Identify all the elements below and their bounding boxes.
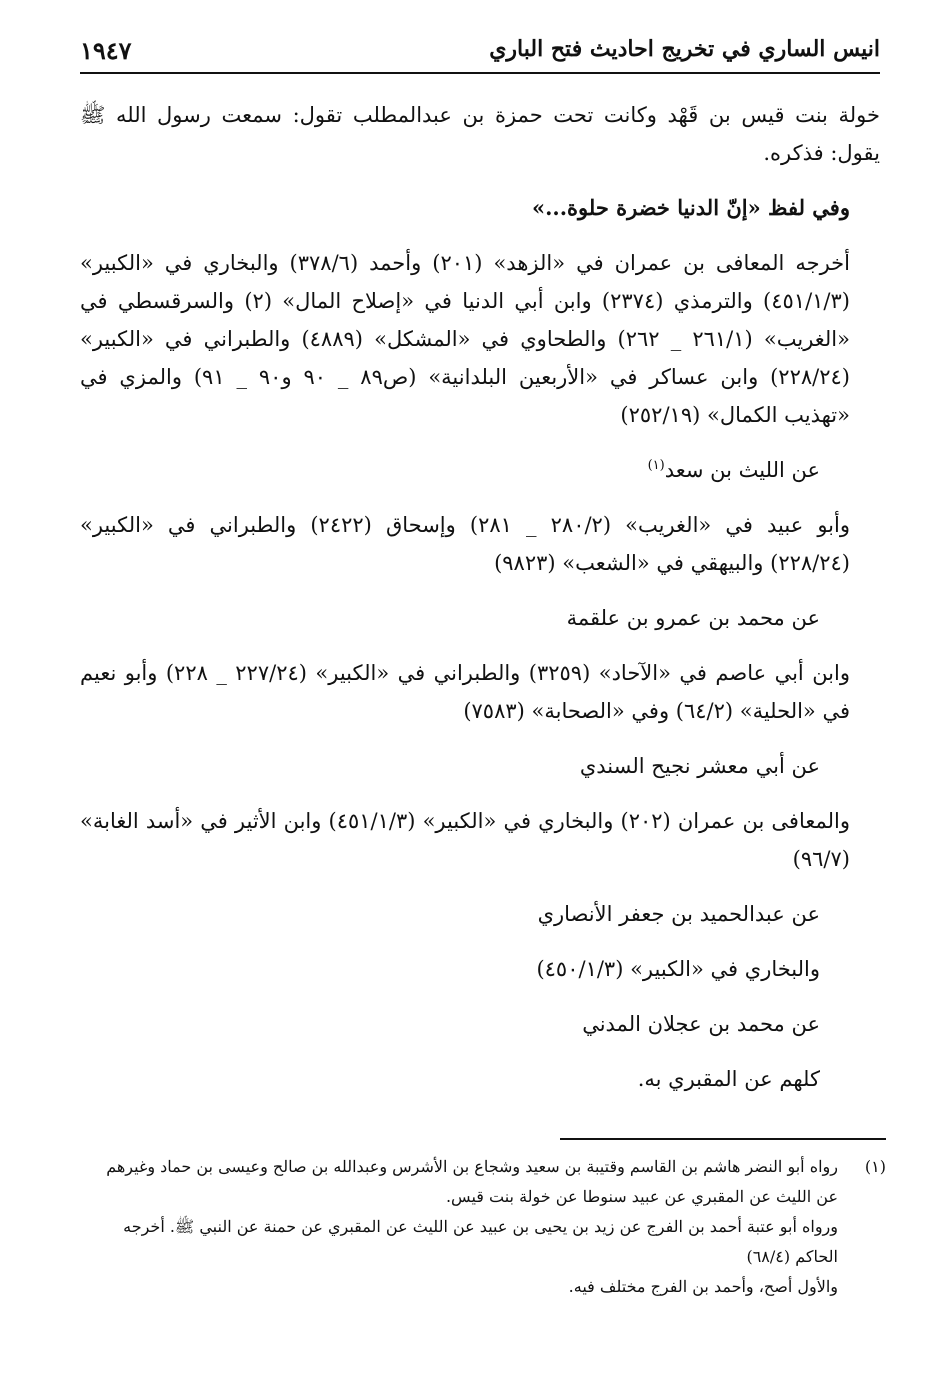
narrator-name: عن الليث بن سعد: [664, 458, 820, 482]
footnote-marker: (١): [864, 1157, 886, 1176]
header-rule: [80, 72, 880, 74]
paragraph-hadith-text: خولة بنت قيس بن قَهْد وكانت تحت حمزة بن عبدالمطلب تقول: سمعت رسول الله ﷺ يقول: فذكره.: [80, 103, 880, 165]
paragraph-takhrij-5: والبخاري في «الكبير» (٤٥٠/١/٣): [536, 957, 820, 981]
paragraph-takhrij-1: أخرجه المعافى بن عمران في «الزهد» (٢٠١) وأحمد (٣٧٨/٦) والبخاري في «الكبير» (٤٥١/١/٣) والترمذي (٢٣٧٤) وابن أبي الدنيا في «إصلاح المال» (٢) والسرقسطي في «الغريب» (٢٦١/١ _ ٢٦٢) والطحاوي في «المشكل» (٤٨٨٩) والطبراني في «الكبير» (٢٢٨/٢٤) وابن عساكر في «الأربعين البلدانية» (ص٨٩ _ ٩٠ و٩٠ _ ٩١) والمزي في «تهذيب الكمال» (٢٥٢/١٩): [80, 251, 850, 427]
main-text: [80, 96, 880, 1115]
narrator-line: عن أبي معشر نجيح السندي: [579, 754, 820, 778]
narrator-line: عن عبدالحميد بن جعفر الأنصاري: [537, 902, 820, 926]
footnote-line: رواه أبو النضر هاشم بن القاسم وقتيبة بن سعيد وشجاع بن الأشرس وعبدالله بن صالح وعيسى بن حماد وغيرهم عن الليث عن المقبري عن عبيد سنوطا عن خولة بنت قيس.: [106, 1157, 838, 1206]
footnote-line: ورواه أبو عتبة أحمد بن الفرج عن زيد بن يحيى بن عبيد عن الليث عن المقبري عن حمنة عن النبي ﷺ. أخرجه الحاكم (٦٨/٤): [123, 1217, 838, 1266]
running-title: انيس الساري في تخريج احاديث فتح الباري: [489, 36, 880, 62]
footnote-body: [80, 1152, 838, 1302]
footnote-separator: [560, 1138, 886, 1140]
page-number: ١٩٤٧: [80, 36, 132, 65]
paragraph-takhrij-4: والمعافى بن عمران (٢٠٢) والبخاري في «الكبير» (٤٥١/١/٣) وابن الأثير في «أسد الغابة» (٩٦/٧): [80, 809, 850, 871]
narrator-line: عن محمد بن عمرو بن علقمة: [566, 606, 820, 630]
footnote-line: والأول أصح، وأحمد بن الفرج مختلف فيه.: [568, 1277, 838, 1296]
paragraph-conclusion: كلهم عن المقبري به.: [637, 1067, 820, 1091]
narrator-line: عن محمد بن عجلان المدني: [582, 1012, 820, 1036]
narrator-line: [80, 451, 880, 489]
footnote-reference[interactable]: (١): [647, 458, 665, 473]
paragraph-takhrij-3: وابن أبي عاصم في «الآحاد» (٣٢٥٩) والطبراني في «الكبير» (٢٢٧/٢٤ _ ٢٢٨) وأبو نعيم في «الحلية» (٦٤/٢) وفي «الصحابة» (٧٥٨٣): [80, 661, 851, 723]
footnotes: [80, 1152, 886, 1302]
paragraph-takhrij-2: وأبو عبيد في «الغريب» (٢٨٠/٢ _ ٢٨١) وإسحاق (٢٤٢٢) والطبراني في «الكبير» (٢٢٨/٢٤) والبيهقي في «الشعب» (٩٨٢٣): [80, 513, 850, 575]
page-header: [80, 36, 880, 70]
paragraph-variant-wording: وفي لفظ «إنّ الدنيا خضرة حلوة...»: [531, 195, 850, 220]
